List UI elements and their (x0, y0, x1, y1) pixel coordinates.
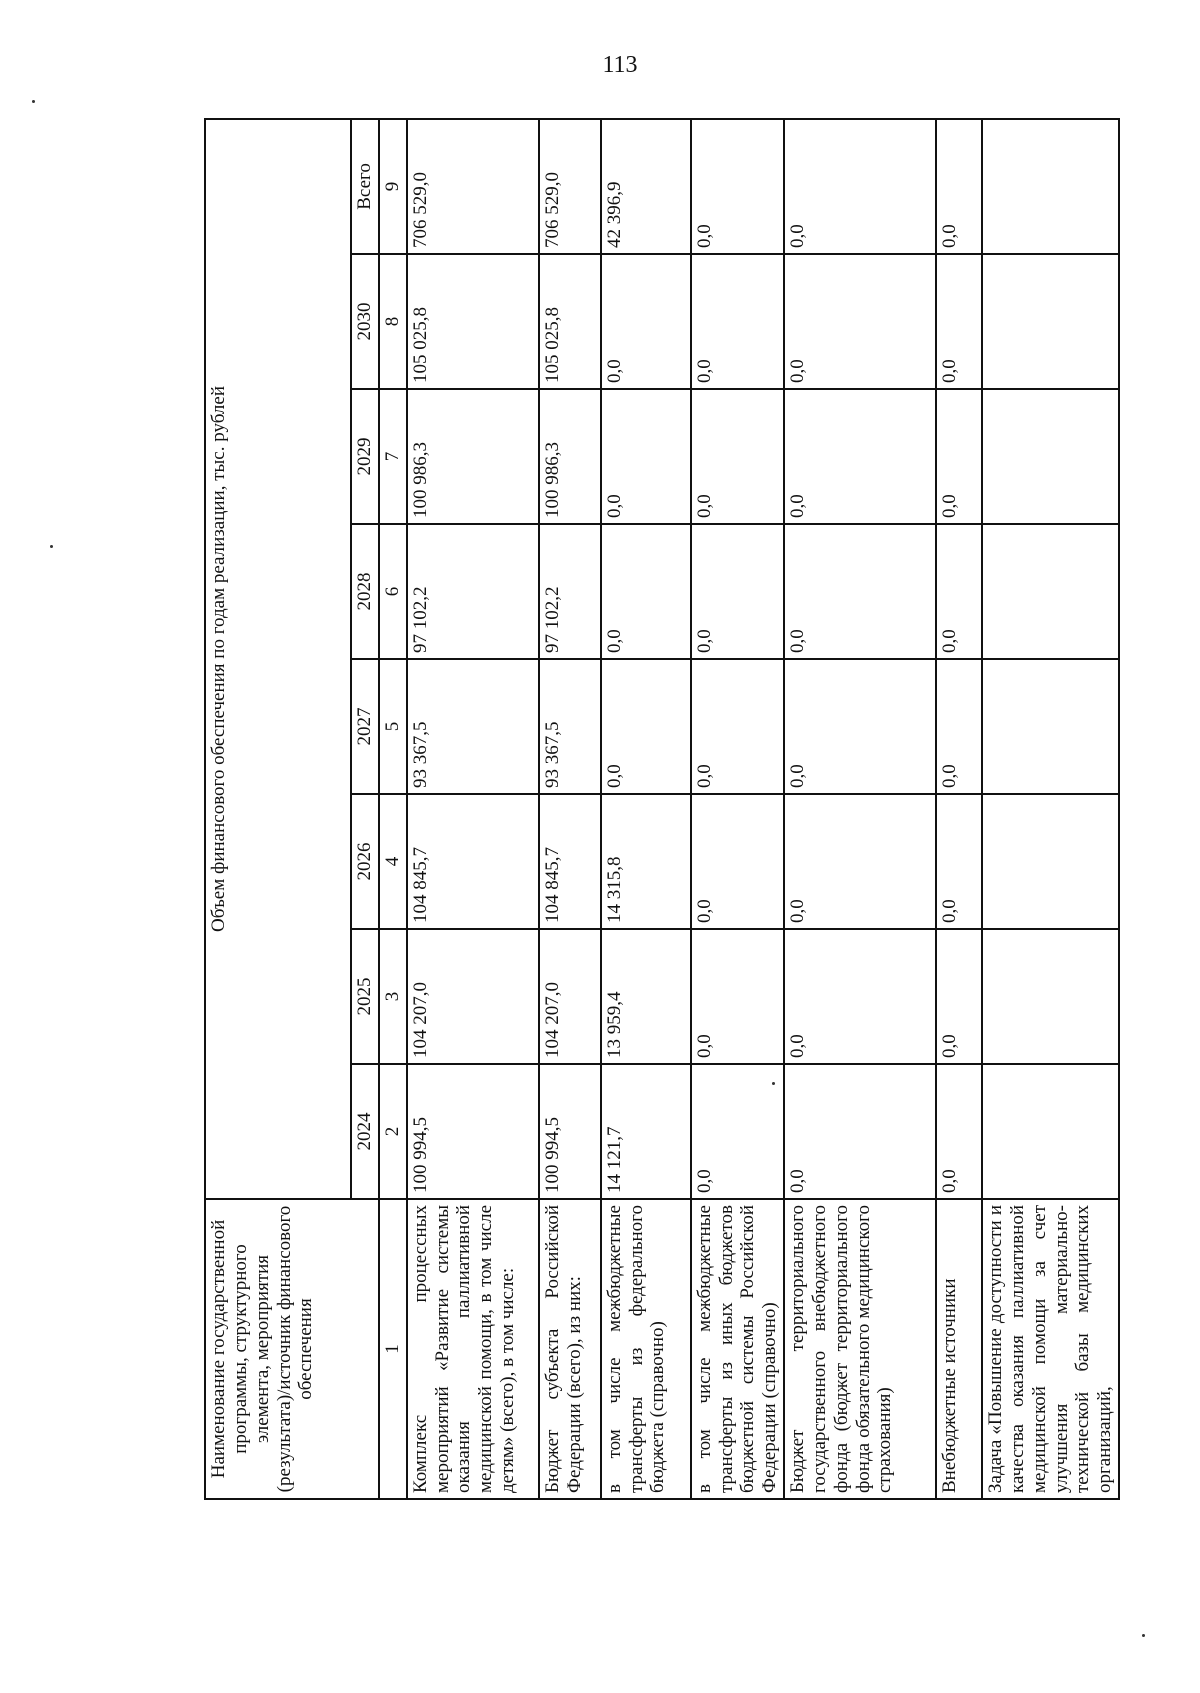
value-cell: 97 102,2 (407, 524, 539, 659)
header-column-index: 1 (379, 1199, 407, 1499)
table-row (407, 119, 539, 1499)
value-cell: 105 025,8 (539, 254, 601, 389)
table-row (539, 119, 601, 1499)
header-column-index: 2 (379, 1064, 407, 1199)
value-cell: 0,0 (601, 254, 691, 389)
header-year: 2028 (351, 524, 379, 659)
header-column-index: 5 (379, 659, 407, 794)
row-name: Бюджет территориального государственного внебюджетного фонда (бюджет территориального фонда обязательного медицинского страхования) (784, 1199, 936, 1499)
value-cell: 0,0 (691, 929, 784, 1064)
value-cell: 100 986,3 (407, 389, 539, 524)
value-cell: 0,0 (784, 119, 936, 254)
value-cell: 0,0 (936, 389, 982, 524)
row-name: Комплекс процессных мероприятий «Развитие системы оказания паллиативной медицинской помощи, в том числе детям» (всего), в том числе: (407, 1199, 539, 1499)
value-cell (982, 119, 1119, 254)
table-row (691, 119, 784, 1499)
value-cell: 104 845,7 (539, 794, 601, 929)
value-cell: 0,0 (936, 1064, 982, 1199)
table-row (601, 119, 691, 1499)
value-cell: 0,0 (691, 389, 784, 524)
row-name: в том числе межбюджетные трансферты из иных бюджетов бюджетной системы Российской Федерации (справочно) (691, 1199, 784, 1499)
value-cell (982, 1064, 1119, 1199)
value-cell: 0,0 (936, 524, 982, 659)
value-cell: 0,0 (784, 929, 936, 1064)
row-name: Бюджет субъекта Российской Федерации (всего), из них: (539, 1199, 601, 1499)
value-cell: 97 102,2 (539, 524, 601, 659)
value-cell: 93 367,5 (539, 659, 601, 794)
header-year: Всего (351, 119, 379, 254)
header-year: 2024 (351, 1064, 379, 1199)
table-row (784, 119, 936, 1499)
value-cell: 0,0 (601, 524, 691, 659)
header-year: 2027 (351, 659, 379, 794)
value-cell (982, 254, 1119, 389)
value-cell: 706 529,0 (539, 119, 601, 254)
header-volume: Объем финансового обеспечения по годам реализации, тыс. рублей (205, 119, 351, 1199)
value-cell: 0,0 (784, 254, 936, 389)
value-cell: 14 315,8 (601, 794, 691, 929)
value-cell: 100 986,3 (539, 389, 601, 524)
header-column-index: 7 (379, 389, 407, 524)
scan-speck (32, 100, 35, 103)
value-cell: 0,0 (784, 1064, 936, 1199)
value-cell: 0,0 (936, 254, 982, 389)
value-cell: 0,0 (691, 794, 784, 929)
value-cell (982, 794, 1119, 929)
value-cell: 104 207,0 (539, 929, 601, 1064)
table-row (982, 119, 1119, 1499)
value-cell (982, 389, 1119, 524)
value-cell: 0,0 (784, 659, 936, 794)
value-cell: 0,0 (936, 659, 982, 794)
header-year: 2029 (351, 389, 379, 524)
value-cell: 93 367,5 (407, 659, 539, 794)
header-year: 2026 (351, 794, 379, 929)
value-cell: 13 959,4 (601, 929, 691, 1064)
header-column-index: 8 (379, 254, 407, 389)
value-cell (982, 659, 1119, 794)
value-cell: 0,0 (784, 389, 936, 524)
scan-speck (50, 545, 53, 548)
value-cell (982, 929, 1119, 1064)
row-name: в том числе межбюджетные трансферты из федерального бюджета (справочно) (601, 1199, 691, 1499)
page-number: 113 (602, 52, 638, 78)
value-cell: 0,0 (601, 389, 691, 524)
value-cell: 14 121,7 (601, 1064, 691, 1199)
value-cell: 0,0 (784, 794, 936, 929)
value-cell: 104 845,7 (407, 794, 539, 929)
scan-speck (1142, 1634, 1145, 1637)
value-cell: 0,0 (691, 659, 784, 794)
header-name-column: Наименование государственной программы, структурного элемента, мероприятия (результата)/источник финансового обеспечения (205, 1199, 379, 1499)
value-cell: 0,0 (691, 254, 784, 389)
header-column-index: 9 (379, 119, 407, 254)
value-cell: 0,0 (691, 119, 784, 254)
value-cell: 706 529,0 (407, 119, 539, 254)
value-cell: 0,0 (691, 1064, 784, 1199)
value-cell: 42 396,9 (601, 119, 691, 254)
value-cell: 0,0 (784, 524, 936, 659)
value-cell: 0,0 (691, 524, 784, 659)
row-name: Внебюджетные источники (936, 1199, 982, 1499)
financing-table (204, 118, 1120, 1500)
header-year: 2025 (351, 929, 379, 1064)
value-cell (982, 524, 1119, 659)
value-cell: 105 025,8 (407, 254, 539, 389)
header-column-index: 3 (379, 929, 407, 1064)
row-name: Задача «Повышение доступности и качества оказания паллиативной медицинской помощи за счет улучшения материально-технической базы медицинских организаций, (982, 1199, 1119, 1499)
header-column-index: 6 (379, 524, 407, 659)
value-cell: 100 994,5 (407, 1064, 539, 1199)
table-row (936, 119, 982, 1499)
value-cell: 0,0 (601, 659, 691, 794)
value-cell: 100 994,5 (539, 1064, 601, 1199)
header-column-index: 4 (379, 794, 407, 929)
table-wrapper (204, 120, 1200, 1493)
value-cell: 0,0 (936, 929, 982, 1064)
value-cell: 0,0 (936, 119, 982, 254)
value-cell: 0,0 (936, 794, 982, 929)
value-cell: 104 207,0 (407, 929, 539, 1064)
header-year: 2030 (351, 254, 379, 389)
